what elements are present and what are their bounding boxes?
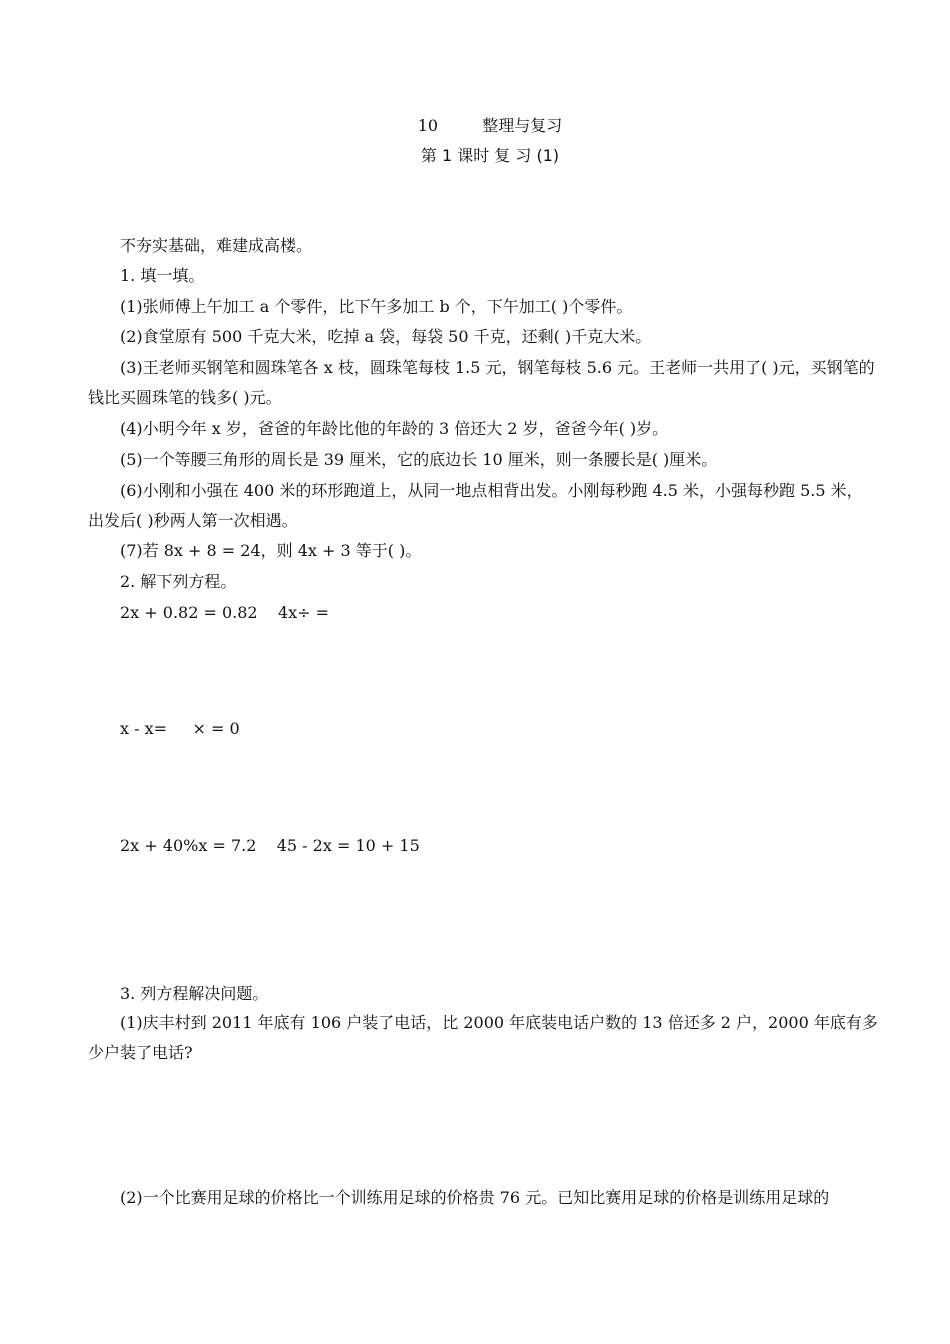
problem-3-1: (1)庆丰村到 2011 年底有 106 户装了电话，比 2000 年底装电话户数的 13 倍还多 2 户，2000 年底有多少户装了电话? <box>88 1013 878 1062</box>
question-1-2: (2)食堂原有 500 千克大米，吃掉 a 袋，每袋 50 千克，还剩( )千克大米。 <box>120 327 652 346</box>
unit-number: 10 <box>417 116 439 135</box>
question-1-5: (5)一个等腰三角形的周长是 39 厘米，它的底边长 10 厘米，则一条腰长是( )厘米。 <box>120 450 718 469</box>
question-1-3: (3)王老师买钢笔和圆珠笔各 x 枝，圆珠笔每枝 1.5 元，钢笔每枝 5.6 元。王老师一共用了( )元，买钢笔的钱比买圆珠笔的钱多( )元。 <box>88 358 875 407</box>
equation-row-3: 2x + 40%x = 7.2 45 - 2x = 10 + 15 <box>120 836 420 855</box>
lesson-title: 第 1 课时 复 习 (1) <box>420 146 560 165</box>
section-1-heading: 1. 填一填。 <box>120 266 205 285</box>
question-1-1: (1)张师傅上午加工 a 个零件，比下午多加工 b 个，下午加工( )个零件。 <box>120 297 633 316</box>
problem-3-2: (2)一个比赛用足球的价格比一个训练用足球的价格贵 76 元。已知比赛用足球的价格是训练用足球的 <box>120 1188 830 1207</box>
question-1-7: (7)若 8x + 8 = 24，则 4x + 3 等于( )。 <box>120 541 422 560</box>
equation-row-1: 2x + 0.82 = 0.82 4x÷ = <box>120 603 330 622</box>
question-1-4: (4)小明今年 x 岁，爸爸的年龄比他的年龄的 3 倍还大 2 岁，爸爸今年( )岁。 <box>120 419 669 438</box>
motto: 不夯实基础，难建成高楼。 <box>120 236 313 255</box>
unit-name: 整理与复习 <box>482 116 563 135</box>
section-2-heading: 2. 解下列方程。 <box>120 572 237 591</box>
section-3-heading: 3. 列方程解决问题。 <box>120 984 269 1003</box>
question-1-6: (6)小刚和小强在 400 米的环形跑道上，从同一地点相背出发。小刚每秒跑 4.5 米，小强每秒跑 5.5 米，出发后( )秒两人第一次相遇。 <box>88 481 863 530</box>
unit-title <box>0 116 950 136</box>
equation-row-2: x - x= × = 0 <box>120 719 240 738</box>
